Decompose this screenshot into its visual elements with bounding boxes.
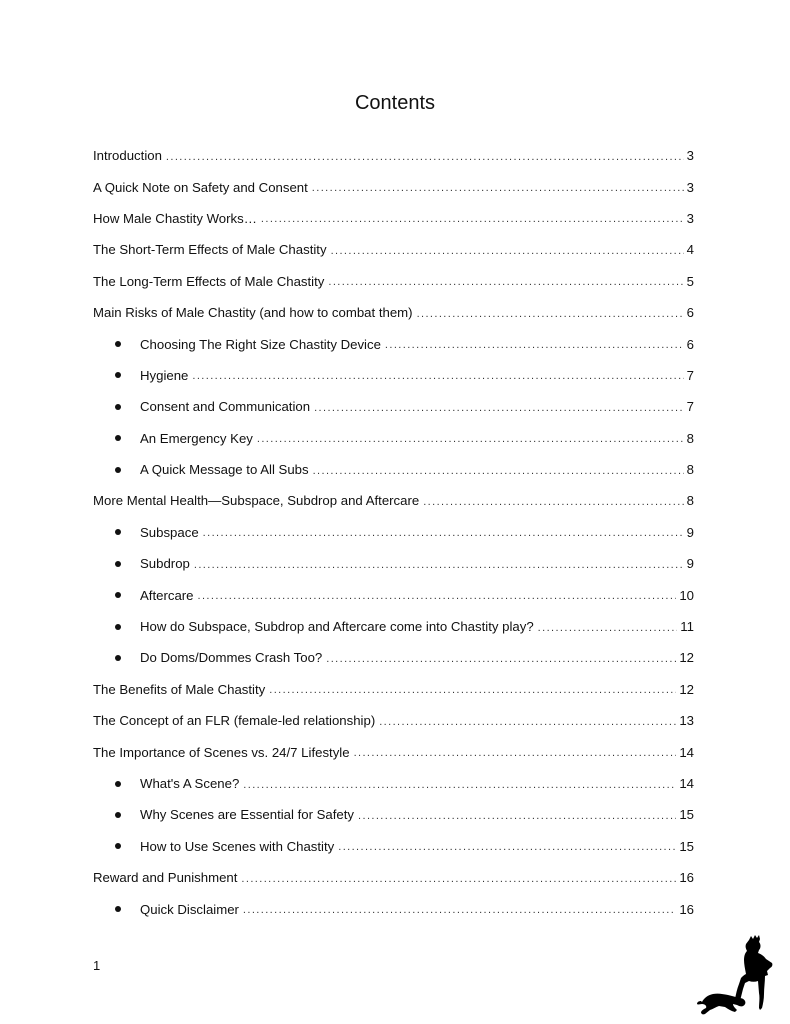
toc-entry-title: Do Doms/Dommes Crash Too? xyxy=(140,650,323,666)
toc-entry-page: 6 xyxy=(686,336,694,352)
toc-entry-title: The Concept of an FLR (female-led relationship) xyxy=(93,713,376,729)
toc-entry-message-to-subs[interactable] xyxy=(93,454,694,485)
toc-entry-page: 10 xyxy=(679,587,694,603)
toc-entry-title: What's A Scene? xyxy=(140,776,240,791)
toc-entry-page: 14 xyxy=(679,744,694,760)
toc-entry-title: Introduction xyxy=(93,148,162,164)
toc-entry-subspace[interactable] xyxy=(93,517,694,548)
bullet-icon xyxy=(115,341,121,347)
bullet-icon xyxy=(115,372,121,378)
bullet-icon xyxy=(115,781,121,787)
dot-leader xyxy=(358,809,676,823)
dot-leader xyxy=(312,181,684,195)
dot-leader xyxy=(241,872,676,886)
toc-entry-page: 16 xyxy=(679,901,694,917)
toc-entry-whats-a-scene[interactable] xyxy=(93,768,694,799)
toc-entry-title: How do Subspace, Subdrop and Aftercare come into Chastity play? xyxy=(140,619,534,635)
dot-leader xyxy=(417,307,684,321)
toc-entry-page: 11 xyxy=(680,619,694,635)
toc-entry-page: 9 xyxy=(686,556,694,572)
toc-entry-doms-crash[interactable] xyxy=(93,642,694,673)
toc-entry-mental-health[interactable] xyxy=(93,485,694,516)
toc-entry-title: An Emergency Key xyxy=(140,430,253,446)
toc-entry-title: The Benefits of Male Chastity xyxy=(93,681,266,697)
toc-entry-page: 9 xyxy=(686,524,694,540)
dot-leader xyxy=(243,778,676,792)
dot-leader xyxy=(203,526,684,540)
table-of-contents xyxy=(93,140,694,925)
footer-page-number: 1 xyxy=(93,958,101,973)
toc-entry-emergency-key[interactable] xyxy=(93,423,694,454)
bullet-icon xyxy=(115,529,121,535)
dot-leader xyxy=(261,212,684,226)
toc-entry-page: 8 xyxy=(686,493,694,509)
toc-entry-consent-communication[interactable] xyxy=(93,391,694,422)
dot-leader xyxy=(269,683,676,697)
bullet-icon xyxy=(115,906,121,912)
toc-entry-title: Main Risks of Male Chastity (and how to combat them) xyxy=(93,305,413,321)
toc-entry-title: The Importance of Scenes vs. 24/7 Lifestyle xyxy=(93,744,350,760)
toc-entry-page: 16 xyxy=(679,870,694,886)
dot-leader xyxy=(314,401,684,415)
toc-entry-page: 3 xyxy=(686,210,694,226)
toc-entry-quick-disclaimer[interactable] xyxy=(93,893,694,924)
bullet-icon xyxy=(115,843,121,849)
toc-entry-title: The Short-Term Effects of Male Chastity xyxy=(93,242,327,258)
toc-entry-page: 8 xyxy=(686,430,694,446)
dot-leader xyxy=(338,840,676,854)
toc-entry-scenes-safety[interactable] xyxy=(93,799,694,830)
toc-entry-hygiene[interactable] xyxy=(93,360,694,391)
dot-leader xyxy=(192,369,683,383)
bullet-icon xyxy=(115,592,121,598)
silhouette-logo-icon xyxy=(688,932,788,1022)
toc-entry-page: 3 xyxy=(686,148,694,164)
dot-leader xyxy=(313,464,684,478)
toc-entry-page: 7 xyxy=(686,399,694,415)
toc-entry-page: 13 xyxy=(679,713,694,729)
toc-entry-how-it-works[interactable] xyxy=(93,203,694,234)
toc-entry-scenes-with-chastity[interactable] xyxy=(93,831,694,862)
toc-entry-safety-consent[interactable] xyxy=(93,171,694,202)
dot-leader xyxy=(538,621,678,635)
toc-entry-short-term-effects[interactable] xyxy=(93,234,694,265)
toc-entry-title: Why Scenes are Essential for Safety xyxy=(140,807,355,823)
dot-leader xyxy=(379,715,676,729)
dot-leader xyxy=(385,338,684,352)
toc-entry-chastity-play[interactable] xyxy=(93,611,694,642)
toc-entry-long-term-effects[interactable] xyxy=(93,266,694,297)
toc-entry-title: Subdrop xyxy=(140,556,190,572)
toc-entry-subdrop[interactable] xyxy=(93,548,694,579)
toc-entry-page: 7 xyxy=(686,367,694,383)
toc-entry-title: Consent and Communication xyxy=(140,399,311,415)
toc-entry-page: 5 xyxy=(686,273,694,289)
toc-entry-introduction[interactable] xyxy=(93,140,694,171)
dot-leader xyxy=(194,558,684,572)
toc-entry-title: Hygiene xyxy=(140,367,189,383)
toc-entry-title: Subspace xyxy=(140,524,199,540)
dot-leader xyxy=(423,495,683,509)
dot-leader xyxy=(328,275,683,289)
toc-entry-reward-punishment[interactable] xyxy=(93,862,694,893)
toc-entry-title: More Mental Health—Subspace, Subdrop and Aftercare xyxy=(93,493,420,509)
toc-entry-title: How Male Chastity Works… xyxy=(93,210,257,226)
toc-entry-benefits[interactable] xyxy=(93,674,694,705)
toc-entry-title: Quick Disclaimer xyxy=(140,901,239,917)
bullet-icon xyxy=(115,467,121,473)
toc-entry-title: Aftercare xyxy=(140,587,194,603)
bullet-icon xyxy=(115,624,121,630)
toc-entry-title: A Quick Message to All Subs xyxy=(140,462,309,478)
toc-entry-aftercare[interactable] xyxy=(93,579,694,610)
toc-entry-title: The Long-Term Effects of Male Chastity xyxy=(93,273,325,289)
toc-entry-main-risks[interactable] xyxy=(93,297,694,328)
toc-entry-title: Reward and Punishment xyxy=(93,870,238,886)
toc-entry-page: 12 xyxy=(679,681,694,697)
dot-leader xyxy=(354,746,677,760)
toc-entry-title: A Quick Note on Safety and Consent xyxy=(93,179,308,195)
dot-leader xyxy=(166,150,684,164)
dot-leader xyxy=(331,244,684,258)
page-title: Contents xyxy=(354,92,436,114)
toc-entry-page: 6 xyxy=(686,305,694,321)
bullet-icon xyxy=(115,655,121,661)
toc-entry-flr-concept[interactable] xyxy=(93,705,694,736)
dot-leader xyxy=(326,652,676,666)
toc-entry-page: 15 xyxy=(679,807,694,823)
toc-entry-scenes-vs-lifestyle[interactable] xyxy=(93,736,694,767)
dot-leader xyxy=(257,432,684,446)
toc-entry-page: 4 xyxy=(686,242,694,258)
dot-leader xyxy=(243,903,676,917)
toc-entry-page: 8 xyxy=(686,462,694,478)
bullet-icon xyxy=(115,561,121,567)
toc-entry-right-size-device[interactable] xyxy=(93,328,694,359)
bullet-icon xyxy=(115,812,121,818)
dot-leader xyxy=(198,589,677,603)
toc-entry-page: 14 xyxy=(679,776,694,791)
bullet-icon xyxy=(115,404,121,410)
toc-entry-title: Choosing The Right Size Chastity Device xyxy=(140,336,381,352)
toc-entry-page: 12 xyxy=(679,650,694,666)
toc-entry-page: 15 xyxy=(679,838,694,854)
toc-entry-page: 3 xyxy=(686,179,694,195)
toc-entry-title: How to Use Scenes with Chastity xyxy=(140,838,335,854)
bullet-icon xyxy=(115,435,121,441)
